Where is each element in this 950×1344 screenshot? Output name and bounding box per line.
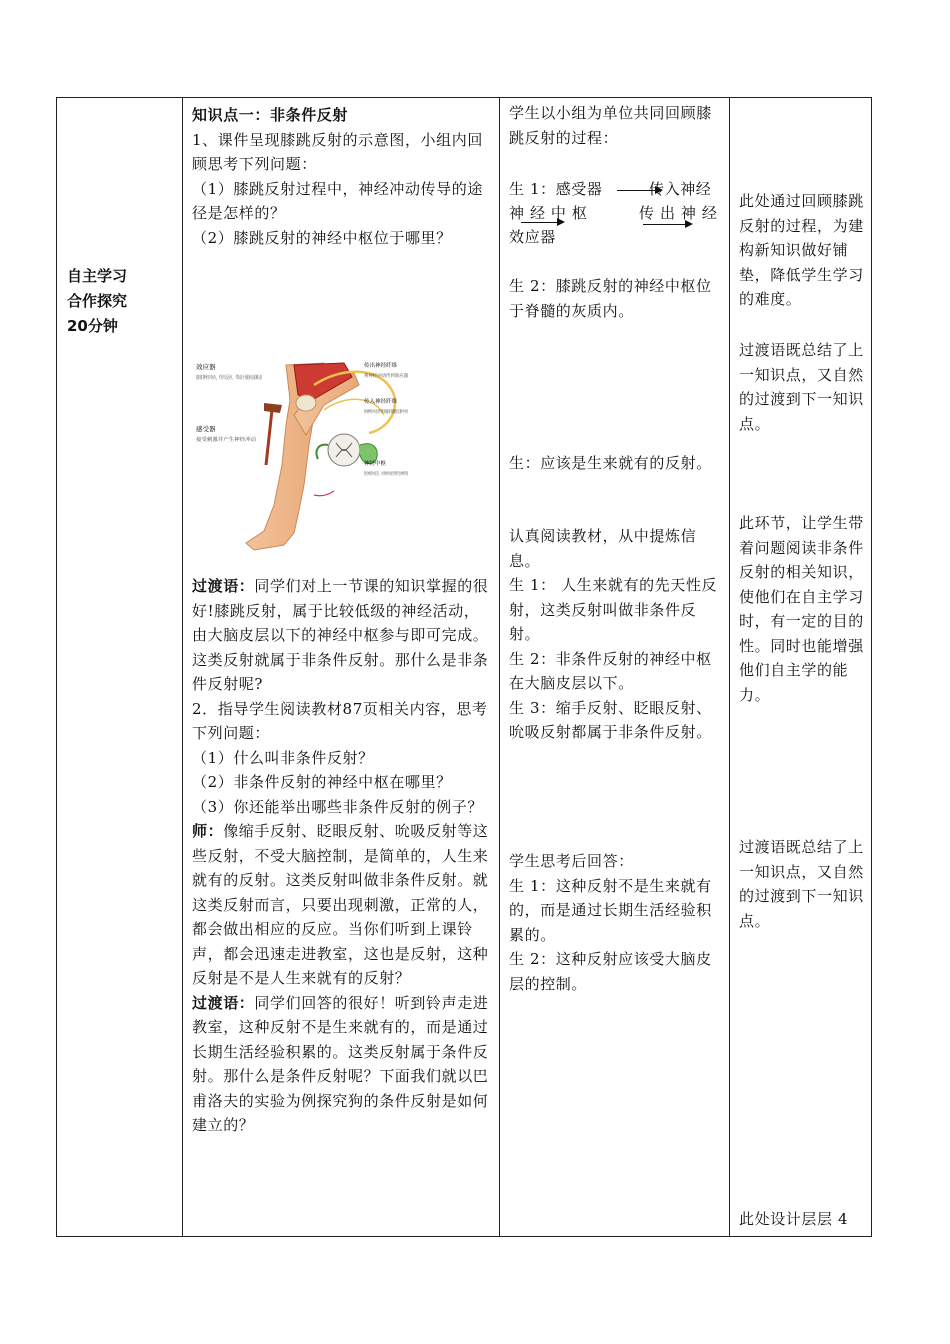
student-reading-block (509, 524, 723, 745)
design-intent-cell (730, 98, 872, 1237)
knee-jerk-reflex-diagram (194, 355, 475, 555)
student-activity-cell (500, 98, 730, 1237)
text-efferent: 将神经冲动传到效应器 (364, 374, 412, 379)
student-answer-3: 生：应该是生来就有的反射。 (509, 454, 712, 472)
transition-2-label: 过渡语： (192, 993, 255, 1012)
lesson-plan-table (56, 97, 872, 1237)
student-thinking-block (509, 849, 723, 996)
path-effector: 效应器 (509, 228, 556, 246)
transition-2 (192, 991, 493, 1138)
student-read-1: 生 1： 人生来就有的先天性反射，这类反射叫做非条件反射。 (509, 576, 718, 643)
path-s1-receptor: 生 1：感受器 (509, 180, 603, 198)
question-1: （1）膝跳反射过程中，神经冲动传导的途径是怎样的？ (192, 179, 483, 222)
teacher-block-top (192, 103, 493, 250)
label-efferent: 传出神经纤维 (364, 363, 398, 369)
stage-line-3: 20分钟 (67, 317, 118, 335)
label-afferent: 传入神经纤维 (364, 399, 398, 405)
text-center: 接受神经冲动信号，并将神经冲动传到传出神经纤维 (364, 472, 475, 477)
stage-label (67, 264, 127, 339)
intent-5: 此处设计层层 4 (739, 1210, 849, 1228)
intent-4: 过渡语既总结了上一知识点，又自然的过渡到下一知识点。 (739, 838, 864, 930)
student-think-2: 生 2：这种反射应该受大脑皮层的控制。 (509, 950, 712, 993)
student-read: 认真阅读教材，从中提炼信息。 (509, 527, 697, 570)
student-think: 学生思考后回答： (509, 852, 634, 870)
student-think-1: 生 1：这种反射不是生来就有的，而是通过长期生活经验积累的。 (509, 876, 712, 944)
stage-line-2: 合作探究 (67, 292, 128, 310)
transition-1-label: 过渡语： (192, 577, 255, 595)
transition-1-text: 同学们对上一节课的知识掌握的很好!膝跳反射，属于比较低级的神经活动，由大脑皮层以下的神经中枢参与即可完成。这类反射就属于非条件反射。那什么是非条件反射呢? (192, 577, 489, 693)
knowledge-heading: 知识点一：非条件反射 (192, 106, 349, 124)
intent-1: 此处通过回顾膝跳反射的过程，为建构新知识做好铺垫，降低学生学习的难度。 (739, 192, 864, 308)
stage-line-1: 自主学习 (67, 267, 128, 285)
teacher-paragraph-1: 1、课件呈现膝跳反射的示意图，小组内回顾思考下列问题： (192, 130, 483, 173)
transition-1 (192, 574, 493, 697)
text-afferent: 将神经冲动传到脊髓的膝跳反射中枢 (364, 410, 441, 415)
student-read-3: 生 3：缩手反射、眨眼反射、吮吸反射都属于非条件反射。 (509, 698, 712, 741)
label-center: 神经中枢 (364, 461, 387, 467)
teacher-activity-cell (183, 98, 500, 1237)
text-receptor: 接受刺激并产生神经冲动 (196, 437, 252, 443)
transition-2-text: 同学们回答的很好！听到铃声走进教室，这种反射不是生来就有的，而是通过长期生活经验积累的。这类反射属于条件反射。那什么是条件反射呢？下面我们就以巴甫洛夫的实验为例探究狗的条件反射是如何建立的？ (192, 993, 489, 1134)
path-efferent: 传 出 神 经 (639, 204, 718, 222)
student-read-2: 生 2：非条件反射的神经中枢在大脑皮层以下。 (509, 649, 712, 692)
student-answer-2: 生 2：膝跳反射的神经中枢位于脊髓的灰质内。 (509, 277, 712, 320)
path-center: 神 经 中 枢 (509, 204, 588, 222)
teacher-speech-label: 师： (192, 822, 224, 840)
teacher-speech-text: 像缩手反射、眨眼反射、吮吸反射等这些反射，不受大脑控制，是简单的，人生来就有的反射。这类反射叫做非条件反射。就这类反射而言，只要出现刺激，正常的人，都会做出相应的反应。当你们听到上课铃声，都会迅速走进教室，这也是反射，这种反射是不是人生来就有的反射？ (192, 822, 489, 987)
question-5: （3）你还能举出哪些非条件反射的例子？ (192, 797, 483, 816)
path-afferent: 传入神经 (649, 180, 712, 198)
arrow-2-icon (521, 222, 563, 223)
intent-3: 此环节，让学生带着问题阅读非条件反射的相关知识，使他们在自主学习时，有一定的目的性。同时也能增强他们自主学的能力。 (739, 514, 864, 704)
question-3: （1）什么叫非条件反射？ (192, 748, 374, 767)
question-2: （2）膝跳反射的神经中枢位于哪里？ (192, 228, 452, 247)
reflex-path (509, 177, 721, 252)
intent-2: 过渡语既总结了上一知识点，又自然的过渡到下一知识点。 (739, 341, 864, 433)
teacher-speech (192, 819, 493, 991)
teacher-block-bottom (192, 574, 493, 1138)
teacher-paragraph-2: 2．指导学生阅读教材87页相关内容，思考下列问题： (192, 699, 488, 742)
label-effector: 效应器 (196, 363, 216, 371)
text-effector: 接收神经冲动，作出反应，带动小腿向前跳动 (196, 375, 297, 381)
student-intro: 学生以小组为单位共同回顾膝跳反射的过程： (509, 104, 712, 147)
question-4: （2）非条件反射的神经中枢在哪里？ (192, 773, 452, 791)
stage-cell (57, 98, 183, 1237)
label-receptor: 感受器 (196, 425, 216, 433)
arrow-3-icon (643, 224, 691, 225)
